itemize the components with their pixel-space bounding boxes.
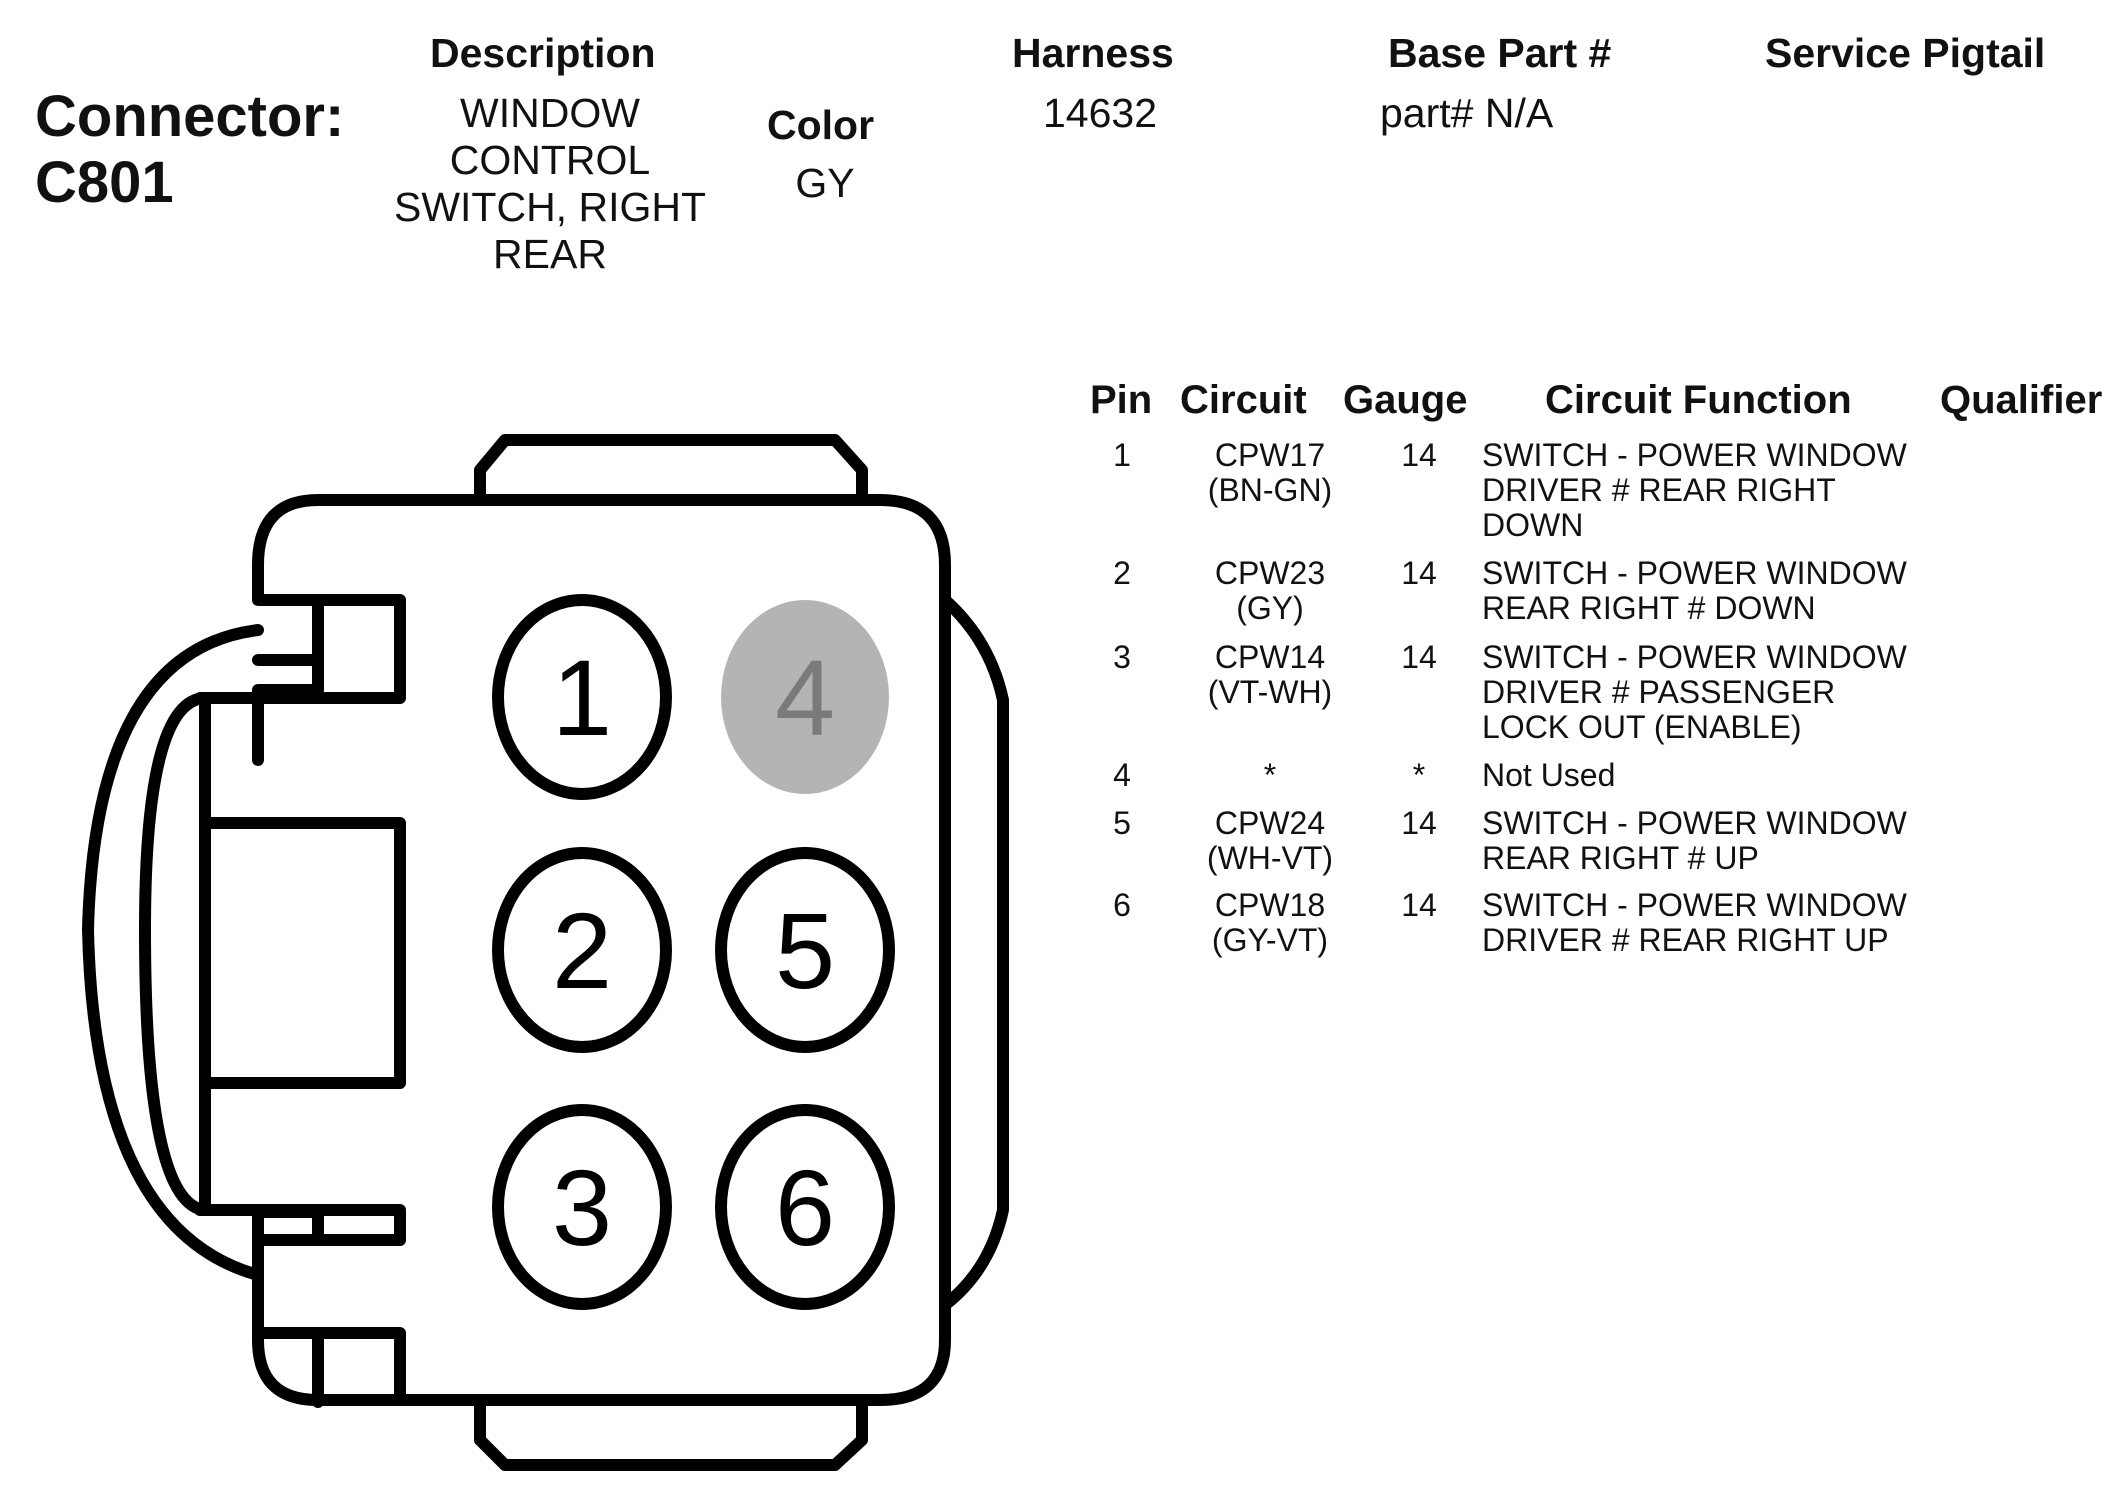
- cavity-number: 2: [551, 890, 613, 1011]
- circuit-cell: [1178, 806, 1362, 876]
- harness-value: 14632: [1042, 90, 1157, 136]
- color-header: Color: [767, 102, 875, 148]
- function-line: SWITCH - POWER WINDOW: [1482, 639, 1907, 675]
- gauge-cell: 14: [1401, 437, 1437, 473]
- function-line: LOCK OUT (ENABLE): [1482, 709, 1802, 745]
- base-part-header: Base Part #: [1388, 30, 1612, 76]
- bottom-tab: [318, 1333, 400, 1400]
- circuit-id: *: [1263, 757, 1277, 793]
- top-latch: [480, 440, 862, 500]
- gauge-cell: 14: [1401, 555, 1437, 591]
- connector-face-diagram: [0, 0, 1040, 1504]
- circuit-cell: [1178, 438, 1362, 508]
- connector-id: C801: [35, 150, 174, 215]
- circuit-id: CPW23: [1214, 555, 1326, 591]
- gauge-cell: 14: [1401, 639, 1437, 675]
- cavity-pin-1: [498, 600, 666, 794]
- circuit-color: (GY): [1236, 590, 1304, 626]
- cavity-number: 4: [774, 637, 836, 758]
- right-lip: [945, 600, 1003, 1305]
- cavity-number: 1: [551, 637, 613, 758]
- left-handle-inner: [145, 698, 205, 1210]
- function-cell: [1482, 758, 1962, 793]
- pin-cell: 5: [1113, 805, 1131, 841]
- circuit-cell: [1178, 640, 1362, 710]
- pin-cell: 3: [1113, 639, 1131, 675]
- function-line: SWITCH - POWER WINDOW: [1482, 555, 1907, 591]
- gauge-cell: 14: [1401, 805, 1437, 841]
- cavity-number: 5: [774, 890, 836, 1011]
- description-line: WINDOW: [460, 90, 640, 136]
- function-line: DRIVER # PASSENGER: [1482, 674, 1836, 710]
- col-header-circuit: Circuit: [1180, 378, 1307, 422]
- description-header: Description: [430, 30, 656, 76]
- function-cell: [1482, 556, 1962, 626]
- circuit-id: CPW17: [1214, 437, 1326, 473]
- cavity-pin-3: [498, 1110, 666, 1304]
- circuit-id: CPW24: [1214, 805, 1326, 841]
- gauge-cell: *: [1412, 757, 1426, 793]
- function-line: SWITCH - POWER WINDOW: [1482, 887, 1907, 923]
- description-line: SWITCH, RIGHT: [393, 184, 707, 230]
- circuit-cell: [1178, 556, 1362, 626]
- col-header-qualifier: Qualifier: [1940, 378, 2103, 422]
- function-line: Not Used: [1482, 757, 1616, 793]
- function-cell: [1482, 438, 1962, 543]
- function-line: SWITCH - POWER WINDOW: [1482, 805, 1907, 841]
- circuit-cell: [1178, 888, 1362, 958]
- function-line: SWITCH - POWER WINDOW: [1482, 437, 1907, 473]
- cavity-pin-5: [721, 853, 889, 1047]
- function-line: DRIVER # REAR RIGHT: [1482, 472, 1836, 508]
- connector-label: Connector:: [35, 84, 345, 149]
- col-header-pin: Pin: [1090, 378, 1153, 422]
- color-value: GY: [795, 160, 855, 206]
- cavity-number: 3: [551, 1147, 613, 1268]
- function-line: REAR RIGHT # UP: [1482, 840, 1759, 876]
- cavity-number: 6: [774, 1147, 836, 1268]
- function-cell: [1482, 806, 1962, 876]
- harness-header: Harness: [1012, 30, 1174, 76]
- service-pigtail-header: Service Pigtail: [1765, 30, 2046, 76]
- gauge-cell: 14: [1401, 887, 1437, 923]
- function-line: REAR RIGHT # DOWN: [1482, 590, 1816, 626]
- left-center-box: [205, 823, 400, 1083]
- circuit-color: (BN-GN): [1207, 472, 1333, 508]
- circuit-color: (VT-WH): [1207, 674, 1333, 710]
- col-header-gauge: Gauge: [1343, 378, 1468, 422]
- function-cell: [1482, 888, 1962, 958]
- pin-cell: 1: [1113, 437, 1131, 473]
- upper-notch: [200, 600, 400, 698]
- description-line: REAR: [493, 231, 607, 277]
- lower-notch: [200, 1210, 400, 1340]
- col-header-circuit-function: Circuit Function: [1545, 378, 1852, 422]
- cavity-pin-6: [721, 1110, 889, 1304]
- circuit-id: CPW14: [1214, 639, 1326, 675]
- cavity-pin-2: [498, 853, 666, 1047]
- circuit-id: CPW18: [1214, 887, 1326, 923]
- function-line: DOWN: [1482, 507, 1584, 543]
- circuit-cell: [1178, 758, 1362, 793]
- description-line: CONTROL: [449, 137, 651, 183]
- cavity-pin-4: [721, 600, 889, 794]
- bottom-latch: [480, 1405, 862, 1465]
- circuit-color: (WH-VT): [1206, 840, 1334, 876]
- pin-cell: 6: [1113, 887, 1131, 923]
- function-line: DRIVER # REAR RIGHT UP: [1482, 922, 1889, 958]
- pin-cell: 4: [1113, 757, 1131, 793]
- base-part-value: part# N/A: [1380, 90, 1554, 136]
- pin-cell: 2: [1113, 555, 1131, 591]
- circuit-color: (GY-VT): [1211, 922, 1329, 958]
- function-cell: [1482, 640, 1962, 745]
